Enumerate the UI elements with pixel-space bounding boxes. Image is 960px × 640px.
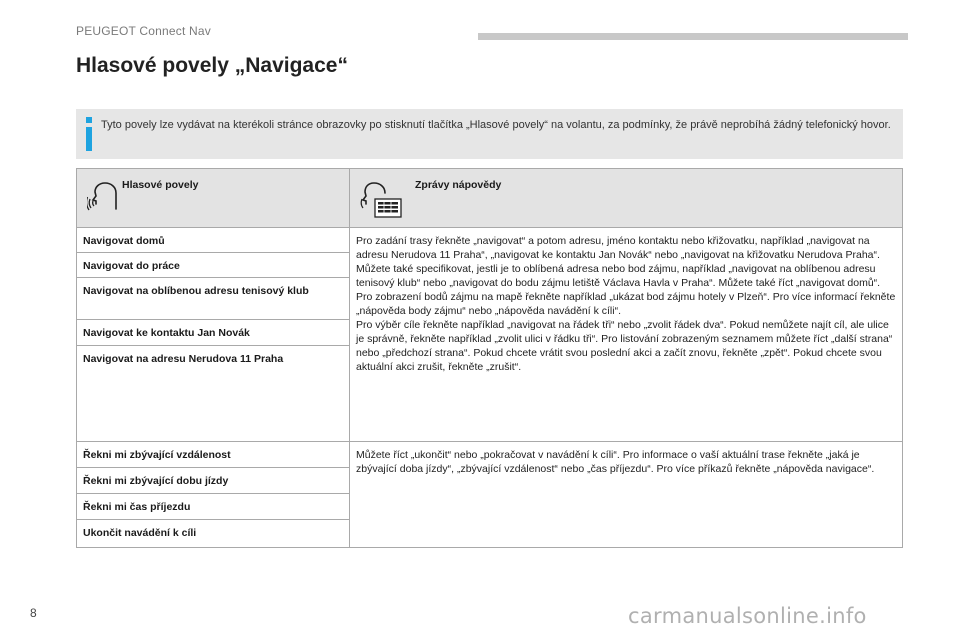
table-row [77, 442, 903, 468]
table-row [77, 228, 903, 253]
info-box [76, 109, 903, 159]
command-cell: Řekni mi zbývající vzdálenost [77, 442, 350, 468]
voice-commands-table [76, 168, 903, 548]
column-header-help-messages [350, 169, 903, 228]
help-cell: Můžete říct „ukončit“ nebo „pokračovat v navádění k cíli“. Pro informace o vaší aktuální trase řekněte „jaká je zbývající doba jízdy“, „zbývající vzdálenost“ nebo „čas příjezdu“. Pro více příkazů řekněte „nápověda navigace“. [350, 442, 903, 548]
command-cell: Navigovat domů [77, 228, 350, 253]
voice-command-icon [87, 179, 119, 213]
help-cell [350, 228, 903, 442]
table-header-row [77, 169, 903, 228]
page-title: Hlasové povely „Navigace“ [76, 54, 348, 77]
header-divider-bar [478, 33, 908, 40]
column-header-label: Zprávy nápovědy [415, 179, 502, 191]
command-cell: Navigovat na adresu Nerudova 11 Praha [77, 346, 350, 442]
command-cell: Řekni mi čas příjezdu [77, 494, 350, 520]
command-cell: Ukončit navádění k cíli [77, 520, 350, 548]
command-cell: Řekni mi zbývající dobu jízdy [77, 468, 350, 494]
command-cell: Navigovat ke kontaktu Jan Novák [77, 320, 350, 346]
document-header-title: PEUGEOT Connect Nav [76, 24, 211, 38]
info-text: Tyto povely lze vydávat na kterékoli stránce obrazovky po stisknutí tlačítka „Hlasové povely“ na volantu, za podmínky, že právě neprobíhá žádný telefonický hovor. [101, 119, 891, 131]
info-icon [83, 117, 95, 151]
help-paragraph: Pro výběr cíle řekněte například „navigovat na řádek tři“ nebo „zvolit řádek dva“. Pokud nemůžete najít cíl, ale ulice je správně, řekněte například „zvolit ulici v řádku tři“. Pro listování zobrazeným seznamem můžete říct „další strana“ nebo „předchozí strana“. Pokud chcete vrátit svou poslední akci a začít znovu, řekněte „zpět“. Pokud chcete svou aktuální akci zrušit, řekněte „zrušit“. [356, 319, 893, 373]
watermark: carmanualsonline.info [628, 604, 867, 628]
help-paragraph: Pro zadání trasy řekněte „navigovat“ a potom adresu, jméno kontaktu nebo křižovatku, například „navigovat na adresu Nerudova 11 Praha“, „navigovat ke kontaktu Jan Novák“ nebo „navigovat na křižovatku Nerudova Praha“. Můžete také specifikovat, jestli je to oblíbená adresa nebo bod zájmu, například „navigovat na oblíbenou adresu tenisový klub“ nebo „navigovat do bodu zájmu letiště Václava Havla v Praha“. Můžete také říct „navigovat domů“. Pro zobrazení bodů zájmu na mapě řekněte například „ukázat bod zájmu hotely v Plzeň“. Pro více informací řekněte „nápověda body zájmu“ nebo „nápověda navádění k cíli“. [356, 235, 896, 317]
column-header-voice-commands [77, 169, 350, 228]
column-header-label: Hlasové povely [122, 179, 199, 191]
command-cell: Navigovat na oblíbenou adresu tenisový klub [77, 278, 350, 320]
command-cell: Navigovat do práce [77, 253, 350, 278]
voice-help-keypad-icon [360, 179, 406, 219]
page-number: 8 [30, 606, 37, 620]
